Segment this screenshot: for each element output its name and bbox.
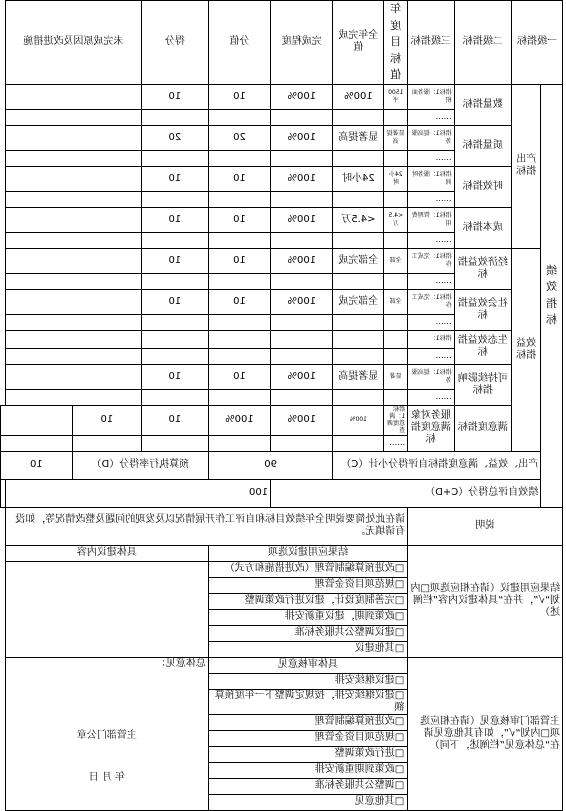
suggestion-option[interactable]: □完善制度设计，建议进行政策调整 bbox=[208, 593, 407, 609]
suggestion-option[interactable]: □政策到期，建议重新安排 bbox=[208, 609, 407, 625]
economic-rate: 100% bbox=[271, 248, 333, 273]
suggestion-content[interactable] bbox=[6, 561, 209, 657]
cost-indicator: 成本指标 bbox=[454, 207, 511, 248]
review-option[interactable]: □建议继续安排，按规定调整下一年度预算额 bbox=[208, 689, 407, 714]
quantity-reason bbox=[6, 84, 142, 109]
quantity-indicator: 数量指标 bbox=[454, 84, 511, 125]
timeliness-target: 24小时 bbox=[384, 166, 408, 191]
timeliness-weight: 10 bbox=[208, 166, 270, 191]
quantity-score: 10 bbox=[141, 84, 208, 109]
quality-rate: 100% bbox=[271, 125, 333, 150]
satisfaction-score: 10 bbox=[72, 405, 141, 435]
sustainable-rate: 100% bbox=[271, 364, 333, 389]
cost-score: 10 bbox=[141, 207, 208, 232]
economic-more: …… bbox=[408, 273, 454, 289]
review-option[interactable]: □规范项目资金管理 bbox=[208, 730, 407, 746]
quality-score: 20 bbox=[141, 125, 208, 150]
quantity-rate: 100% bbox=[271, 84, 333, 109]
satisfaction-indicator: 服务对象满意度指标 bbox=[408, 405, 454, 451]
review-option[interactable]: □建议继续安排 bbox=[208, 673, 407, 689]
budget-value: 10 bbox=[1, 451, 73, 479]
timeliness-rate: 100% bbox=[271, 166, 333, 191]
quality-more: …… bbox=[408, 150, 454, 166]
header-level1: 一级指标 bbox=[512, 1, 563, 85]
cost-reason bbox=[6, 207, 142, 232]
cost-weight: 10 bbox=[208, 207, 270, 232]
timeliness-value: 24小时 bbox=[333, 166, 384, 191]
ecological-more: …… bbox=[408, 348, 454, 364]
quality-reason bbox=[6, 125, 142, 150]
quality-weight: 20 bbox=[208, 125, 270, 150]
header-annual-value: 全年完成值 bbox=[333, 1, 384, 85]
suggestions-col-b: 具体建议内容 bbox=[6, 545, 209, 561]
social-indicator: 社会效益指标 bbox=[454, 289, 511, 330]
header-weight: 分值 bbox=[208, 1, 270, 85]
satisfaction-value: 100% bbox=[271, 405, 333, 435]
timeliness-l3: 指标1：服务时间 bbox=[408, 166, 454, 191]
sustainable-reason bbox=[6, 364, 142, 389]
sustainable-l3: 指标1：提高服务 bbox=[408, 364, 454, 389]
header-reason: 未完成原因及改进措施 bbox=[6, 1, 142, 85]
quantity-target: 1500平 bbox=[384, 84, 408, 109]
quantity-more: …… bbox=[408, 109, 454, 125]
timeliness-indicator: 时效指标 bbox=[454, 166, 511, 207]
header-level2: 二级指标 bbox=[454, 1, 511, 85]
total-value: 100 bbox=[6, 479, 271, 507]
sustainable-value: 显著提高 bbox=[333, 364, 384, 389]
header-annual-target: 年度目标值 bbox=[384, 1, 408, 85]
overall-opinion-label: 总体意见： bbox=[155, 657, 206, 669]
social-l3: 指标1：完成工作 bbox=[408, 289, 454, 314]
review-option[interactable]: □政策到期重新安排 bbox=[208, 762, 407, 778]
review-option[interactable]: □改进预算编制管理 bbox=[208, 714, 407, 730]
social-reason bbox=[6, 289, 142, 314]
budget-label: 预算执行率得分（D） bbox=[72, 451, 208, 479]
cost-more: …… bbox=[408, 232, 454, 248]
suggestion-option[interactable]: □建议调整公共服务标准 bbox=[208, 625, 407, 641]
cost-l3: 指标1：管理费用 bbox=[408, 207, 454, 232]
suggestion-option[interactable]: □规范项目资金管理 bbox=[208, 577, 407, 593]
economic-l3: 指标1：完成工作 bbox=[408, 248, 454, 273]
quantity-l3: 指标1：服务面积 bbox=[408, 84, 454, 109]
review-option[interactable]: □调整公共服务标准 bbox=[208, 778, 407, 794]
satisfaction-more: …… bbox=[384, 435, 408, 451]
sustainable-weight: 10 bbox=[208, 364, 270, 389]
social-value: 全部完成 bbox=[333, 289, 384, 314]
timeliness-more: …… bbox=[408, 191, 454, 207]
quality-value: 显著提高 bbox=[333, 125, 384, 150]
cost-rate: 100% bbox=[271, 207, 333, 232]
review-overall[interactable] bbox=[6, 657, 209, 810]
review-option[interactable]: □进行政策调整 bbox=[208, 746, 407, 762]
suggestions-label: 结果应用建议（请在相应选项□内划“√”，并在“具体建议内容”栏阐述） bbox=[408, 545, 563, 657]
suggestion-option[interactable]: □其他建议 bbox=[208, 641, 407, 657]
benefit-indicator-label: 效益指标 bbox=[512, 248, 541, 451]
quantity-weight: 10 bbox=[208, 84, 270, 109]
subtotal-label: 产出、效益、满意度指标自评得分小计（C） bbox=[333, 451, 541, 479]
cost-target: <4.5万 bbox=[384, 207, 408, 232]
timeliness-score: 10 bbox=[141, 166, 208, 191]
satisfaction-label: 满意度指标 bbox=[454, 405, 511, 451]
review-col-a: 具体审核意见 bbox=[208, 657, 407, 673]
economic-indicator: 经济效益指标 bbox=[454, 248, 511, 289]
suggestions-col-a: 结果应用建议选项 bbox=[208, 545, 407, 561]
ecological-indicator: 生态效益指标 bbox=[454, 330, 511, 364]
dept-seal: 主管部门公章 bbox=[76, 729, 137, 741]
satisfaction-reason bbox=[1, 405, 73, 435]
ecological-l3: 指标1： bbox=[408, 330, 454, 348]
satisfaction-target: 100% bbox=[333, 405, 384, 435]
social-target: 全部 bbox=[384, 289, 408, 314]
sustainable-more: …… bbox=[408, 389, 454, 405]
economic-target: 全部 bbox=[384, 248, 408, 273]
economic-weight: 10 bbox=[208, 248, 270, 273]
review-option[interactable]: □其他意见 bbox=[208, 794, 407, 810]
sustainable-indicator: 可持续影响指标 bbox=[454, 364, 511, 405]
cost-value: <4.5万 bbox=[333, 207, 384, 232]
note-label: 说明 bbox=[408, 507, 563, 545]
sustainable-target: 显著 bbox=[384, 364, 408, 389]
sustainable-score: 10 bbox=[141, 364, 208, 389]
quality-indicator: 质量指标 bbox=[454, 125, 511, 166]
date-line: 年 月 日 bbox=[88, 771, 126, 783]
total-label: 绩效自评总得分（C+D） bbox=[271, 479, 541, 507]
review-label: 主管部门审核意见（请在相应选项□内划“√”，如有其他意见请在“总体意见”栏阐述，下同） bbox=[408, 657, 563, 810]
satisfaction-rate: 100% bbox=[208, 405, 270, 435]
social-more: …… bbox=[408, 314, 454, 330]
economic-score: 10 bbox=[141, 248, 208, 273]
quality-target: 显著提高 bbox=[384, 125, 408, 150]
header-level3: 三级指标 bbox=[408, 1, 454, 85]
header-score: 得分 bbox=[141, 1, 208, 85]
social-weight: 10 bbox=[208, 289, 270, 314]
header-completion-rate: 完成程度 bbox=[271, 1, 333, 85]
satisfaction-weight: 10 bbox=[141, 405, 208, 435]
social-score: 10 bbox=[141, 289, 208, 314]
social-rate: 100% bbox=[271, 289, 333, 314]
quality-l3: 指标1：提高服务 bbox=[408, 125, 454, 150]
subtotal-value: 90 bbox=[208, 451, 333, 479]
output-indicator-label: 产出指标 bbox=[512, 84, 541, 248]
note-text: 请在此处简要说明全年绩效目标和自评工作开展情况以及发现的问题及整改情况等，如没有请填无。 bbox=[6, 507, 408, 545]
economic-reason bbox=[6, 248, 142, 273]
performance-indicator-label: 绩效指标 bbox=[541, 84, 563, 507]
economic-value: 全部完成 bbox=[333, 248, 384, 273]
quantity-value: 100% bbox=[333, 84, 384, 109]
timeliness-reason bbox=[6, 166, 142, 191]
suggestion-option[interactable]: □改进预算编制管理（改进措施和方式） bbox=[208, 561, 407, 577]
satisfaction-l3: 指标1：满意度调查 bbox=[384, 405, 408, 435]
